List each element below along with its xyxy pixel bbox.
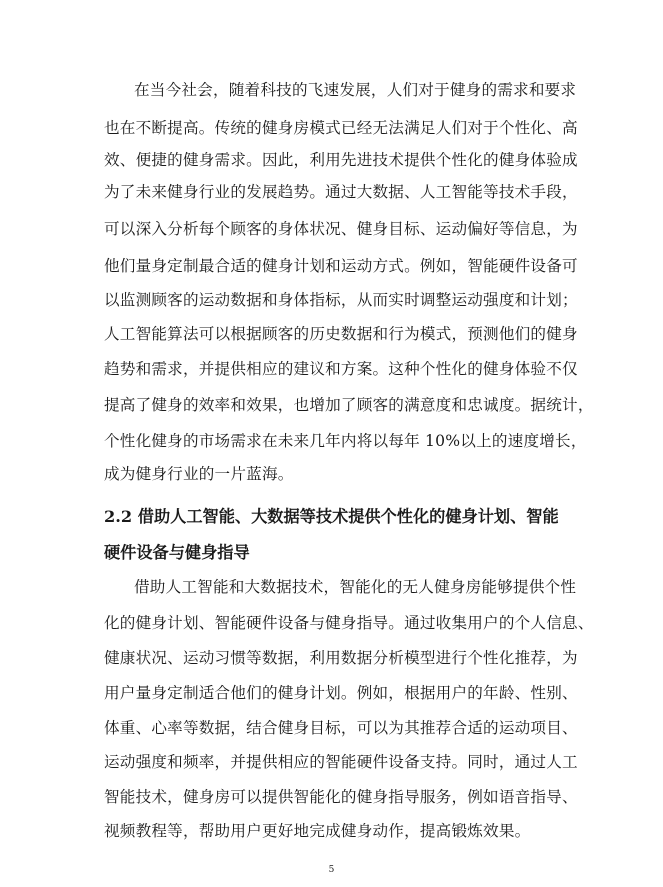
paragraph-line: 人工智能算法可以根据顾客的历史数据和行为模式，预测他们的健身	[104, 325, 578, 343]
paragraph-line: 运动强度和频率，并提供相应的智能硬件设备支持。同时，通过人工	[104, 753, 578, 771]
paragraph-line: 也在不断提高。传统的健身房模式已经无法满足人们对于个性化、高	[104, 119, 578, 137]
paragraph-line: 趋势和需求，并提供相应的建议和方案。这种个性化的健身体验不仅	[104, 360, 578, 378]
paragraph-line: 视频教程等，帮助用户更好地完成健身动作，提高锻炼效果。	[104, 822, 531, 840]
heading-line: 硬件设备与健身指导	[104, 543, 250, 562]
heading-line: 2.2 借助人工智能、大数据等技术提供个性化的健身计划、智能	[104, 507, 559, 526]
paragraph-line: 成为健身行业的一片蓝海。	[104, 465, 294, 483]
paragraph-line: 借助人工智能和大数据技术，智能化的无人健身房能够提供个性	[134, 578, 577, 596]
page-number: 5	[328, 865, 335, 875]
paragraph-line: 个性化健身的市场需求在未来几年内将以每年 10%以上的速度增长，	[104, 432, 587, 450]
paragraph-line: 提高了健身的效率和效果，也增加了顾客的满意度和忠诚度。据统计，	[104, 396, 594, 414]
paragraph-line: 以监测顾客的运动数据和身体指标，从而实时调整运动强度和计划；	[104, 291, 578, 309]
paragraph-line: 体重、心率等数据，结合健身目标，可以为其推荐合适的运动项目、	[104, 719, 578, 737]
paragraph-line: 可以深入分析每个顾客的身体状况、健身目标、运动偏好等信息，为	[104, 220, 578, 238]
paragraph-line: 为了未来健身行业的发展趋势。通过大数据、人工智能等技术手段，	[104, 183, 578, 201]
paragraph-line: 智能技术，健身房可以提供智能化的健身指导服务，例如语音指导、	[104, 788, 578, 806]
paragraph-line: 化的健身计划、智能硬件设备与健身指导。通过收集用户的个人信息、	[104, 614, 594, 632]
paragraph-line: 他们量身定制最合适的健身计划和运动方式。例如，智能硬件设备可	[104, 257, 578, 275]
paragraph-line: 效、便捷的健身需求。因此，利用先进技术提供个性化的健身体验成	[104, 151, 578, 169]
paragraph-line: 在当今社会，随着科技的飞速发展，人们对于健身的需求和要求	[134, 81, 577, 99]
paragraph-line: 用户量身定制适合他们的健身计划。例如，根据用户的年龄、性别、	[104, 684, 578, 702]
paragraph-line: 健康状况、运动习惯等数据，利用数据分析模型进行个性化推荐，为	[104, 649, 578, 667]
